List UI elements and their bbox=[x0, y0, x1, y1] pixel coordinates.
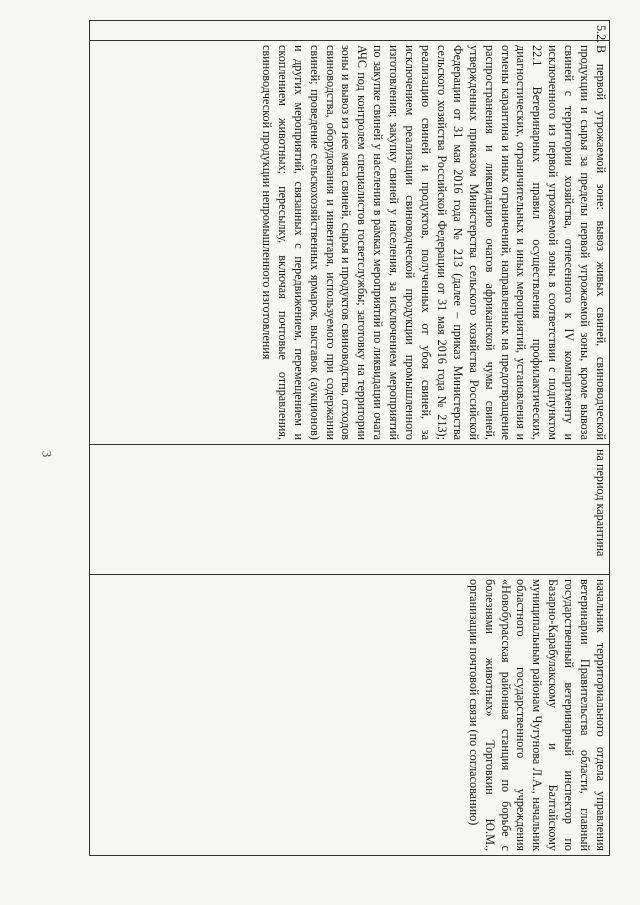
measure-term: на период карантина bbox=[90, 445, 610, 575]
measure-description: В первой угрожаемой зоне: вывоз живых свиней, свиноводческой продукции и сырья за пределы первой угрожаемой зоны, кроме вывоза свиней с территории хозяйства, отнесенного к IV компартменту и исключенного из первой угрожаемой зоны в соответствии с подпунктом 22.1 Ветеринарных правил осуществления профилактических, диагностических, ограничительных и иных мероприятий, установления и отмены карантина и иных ограничений, направленных на предотвращение распространения и ликвидацию очагов африканской чумы свиней, утвержденных приказом Министерства сельского хозяйства Российской Федерации от 31 мая 2016 года № 213 (далее – приказ Министерства сельского хозяйства Российской Федерации от 31 мая 2016 года № 213); реализацию свиней и продуктов, полученных от убоя свиней, за исключением реализации свиноводческой продукции промышленного изготовления; закупку свиней у населения, за исключением мероприятий по закупке свиней у населения в рамках мероприятий по ликвидации очага АЧС под контролем специалистов госветслужбы; заготовку на территории зоны и вывоз из нее мяса свиней, сырья и продуктов свиноводства, отходов свиноводства, оборудования и инвентаря, используемого при содержании свиней; проведение сельскохозяйственных ярмарок, выставок (аукционов) и других мероприятий, связанных с передвижением, перемещением и скоплением животных; пересылку, включая почтовые отправления, свиноводческой продукции непромышленного изготовления bbox=[90, 41, 610, 445]
page-number: 3 bbox=[39, 450, 55, 458]
rotated-page-content bbox=[90, 20, 610, 855]
item-number: 5.2. bbox=[90, 21, 610, 41]
table-row bbox=[90, 21, 610, 856]
measures-table bbox=[89, 20, 610, 856]
responsible-persons: начальник территориального отдела управления ветеринарии Правительства области, главный государственный ветеринарный инспектор по Базарно-Карабулакскому и Балтайскому муниципальным районам Чугунова Л.А., начальник областного государственного учреждения «Новобурасская районная станция по борьбе с болезнями животных» Торговкин Ю.М., организации почтовой связи (по согласованию) bbox=[90, 575, 610, 856]
